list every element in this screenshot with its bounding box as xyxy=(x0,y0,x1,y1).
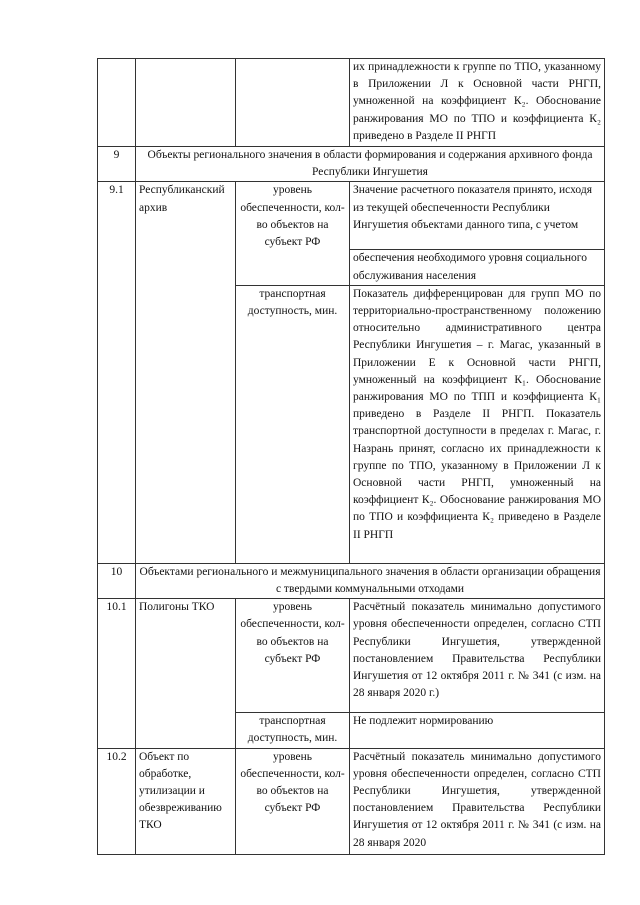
document-page xyxy=(97,58,604,855)
row-number: 10.1 xyxy=(98,599,136,748)
table-row xyxy=(98,748,605,854)
table-row xyxy=(98,182,605,250)
row-number: 9.1 xyxy=(98,182,136,563)
note-cell: Показатель дифференцирован для групп МО по территориально-пространственному положению относительно административного центра Республики Ингушетия – г. Магас, указанный в Приложении Е к Основной части РНГП, умноженный на коэффициент К₁. Обоснование ранжирования МО по ТПП и коэффициента К₁ приведено в Разделе II РНГП. Показатель транспортной доступности в пределах г. Магас, г. Назрань принят, согласно их принадлежности к группе по ТПО, указанному в Приложении Л к Основной части РНГП, умноженный на коэффициент К₂. Обоснование ранжирования МО по ТПО и коэффициента К₂ приведено в Разделе II РНГП xyxy=(350,285,605,563)
note-cell: Значение расчетного показателя принято, исходя из текущей обеспеченности Республики Ингушетия объектами данного типа, с учетом xyxy=(350,182,605,250)
object-name: Республиканский архив xyxy=(136,182,236,563)
note-cell: Не подлежит нормированию xyxy=(350,713,605,748)
object-name: Полигоны ТКО xyxy=(136,599,236,748)
indicator-cell: уровень обеспеченности, кол-во объектов на субъект РФ xyxy=(236,748,350,854)
table-row xyxy=(98,59,605,147)
row-number: 10.2 xyxy=(98,748,136,854)
indicator-cell: уровень обеспеченности, кол-во объектов на субъект РФ xyxy=(236,599,350,713)
note-cell: их принадлежности к группе по ТПО, указанному в Приложении Л к Основной части РНГП, умноженной на коэффициент К₂. Обоснование ранжирования МО по ТПО и коэффициента К₂ приведено в Разделе II РНГП xyxy=(350,59,605,147)
row-number: 10 xyxy=(98,563,136,598)
note-cell: Расчётный показатель минимально допустимого уровня обеспеченности определен, согласно СТП Республики Ингушетия, утвержденной постановлением Правительства Республики Ингушетия от 12 октября 2011 г. № 341 (с изм. на 28 января 2020 xyxy=(350,748,605,854)
note-cell: Расчётный показатель минимально допустимого уровня обеспеченности определен, согласно СТП Республики Ингушетия, утвержденной постановлением Правительства Республики Ингушетия от 12 октября 2011 г. № 341 (с изм. на 28 января 2020 г.) xyxy=(350,599,605,713)
standards-table xyxy=(97,58,605,855)
indicator-cell: транспортная доступность, мин. xyxy=(236,713,350,748)
section-title: Объектами регионального и межмуниципального значения в области организации обращения с твердыми коммунальными отходами xyxy=(136,563,605,598)
section-row xyxy=(98,563,605,598)
note-cell: обеспечения необходимого уровня социального обслуживания населения xyxy=(350,250,605,285)
object-name: Объект по обработке, утилизации и обезвреживанию ТКО xyxy=(136,748,236,854)
indicator-cell: уровень обеспеченности, кол-во объектов на субъект РФ xyxy=(236,182,350,285)
section-title: Объекты регионального значения в области формирования и содержания архивного фонда Республики Ингушетия xyxy=(136,147,605,182)
row-number: 9 xyxy=(98,147,136,182)
section-row xyxy=(98,147,605,182)
table-row xyxy=(98,599,605,713)
indicator-cell: транспортная доступность, мин. xyxy=(236,285,350,563)
